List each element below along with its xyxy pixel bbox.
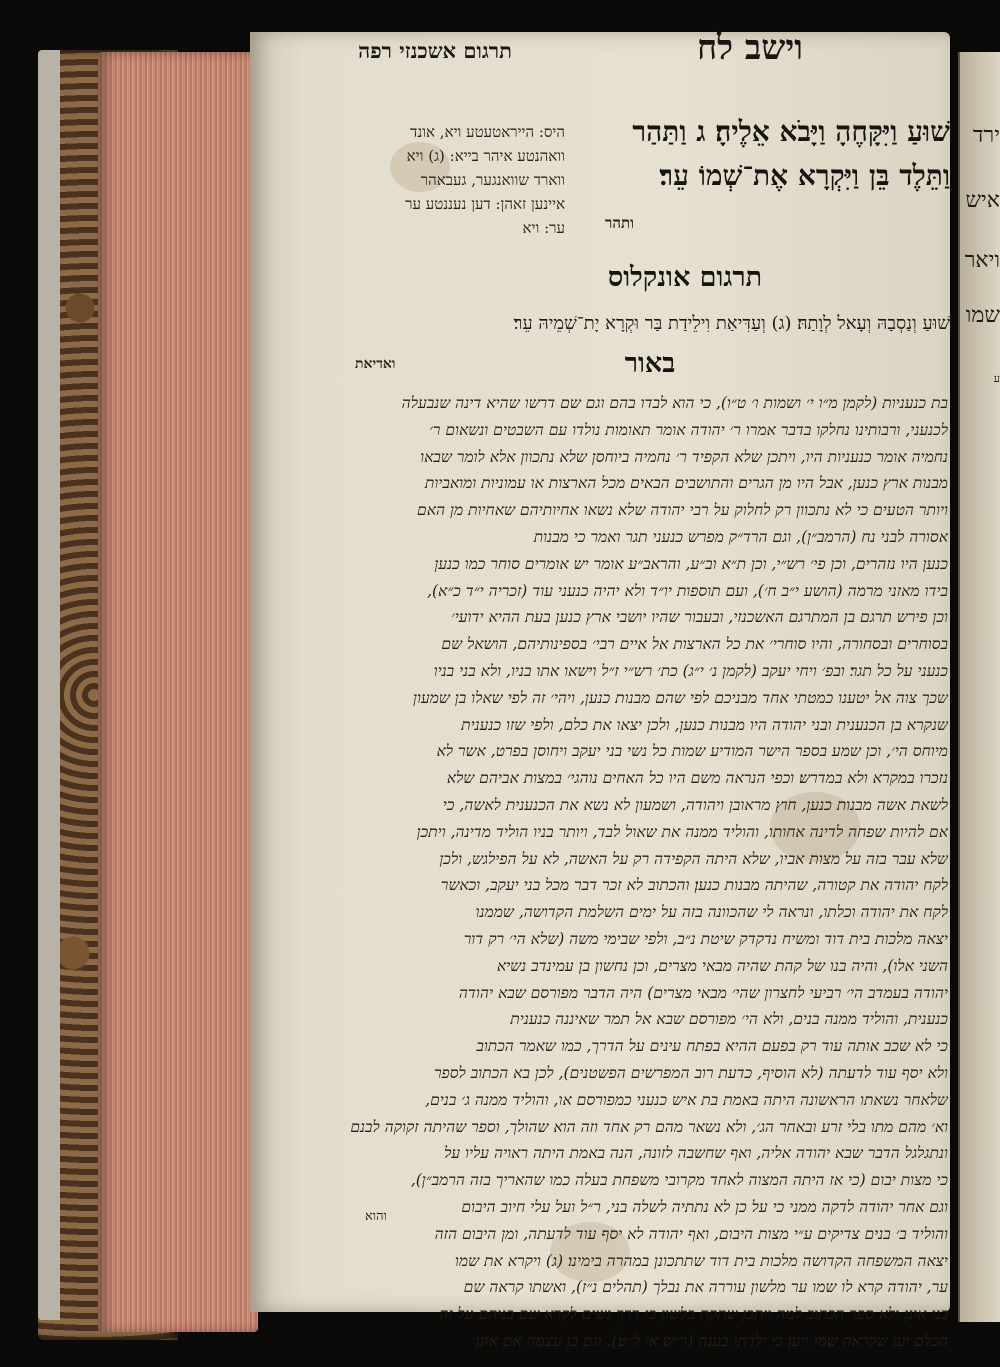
cover-edge [38,50,60,1320]
commentary-line: בת כנעניות (לקמן מ״ו י׳ ושמות ו׳ ט״ו), כי הוא לבדו בהם וגם שם דרשו שהיא דינה שנבעלה [401,394,948,412]
facing-text: ויאר [964,248,1000,273]
commentary-line: יצאה המשפחה הקדושה מלכות בית דוד שתתכונן במהרה בימינו׃ (ג) ויקרא את שמו [454,1251,948,1270]
verse-line: וַתֵּלֶד בֵּן וַיִּקְרָא אֶת־שְׁמוֹ עֵר׃ [659,159,950,192]
yiddish-line: היס: הייראטעטע ויא, אונד [410,123,565,141]
facing-text: ירד [972,123,1000,148]
facing-text: ע [993,372,1000,385]
commentary-line: בני אונן ולא ספר הכתוב למה ויתכן שתקח בלשון כי דרך נשים לקרא שם בניהם על זה [439,1305,948,1324]
commentary-line: לקח יהודה את קטורה, שהיתה מבנות כנען׃ והכתוב לא זכר דבר מכל בני יעקב, וכאשר [440,876,948,895]
commentary-line: יהודה בעמדב הי׳ רביעי לחצרון שהי׳ מבאי מצרים) היה הדבר מפורסם שבא יהודה [458,983,948,1002]
page-edges [98,52,258,1332]
commentary-line: מיוחס הי׳, וכן שמע בספר הישר המודיע שמות כל נשי בני יעקב ויחוסן בפרט, אשר לא [436,742,948,761]
yiddish-line: איינען זאהן: דען נעננטע ער [405,195,565,213]
commentary-line: לשאת אשה מבנות כנען, חוץ מראובן ויהודה, ושמעון לא נשא את הכנענית לאשה, כי [442,795,948,814]
yiddish-line: ווארד שוואנגער, געבאהר [420,171,565,189]
commentary-line: בסוחרים ובסחורה, והיו סוחרי׳ את כל הארצות אל איים רבי׳ בספינותיהם, הושאל שם [441,635,948,654]
commentary-line: כי מצות יבום (כי אז היתה המצוה לאחד מקרובי משפחת בעלה כמו שהאריך בזה הרמב״ן), [410,1171,948,1190]
commentary-line: נזכרו במקרא ולא במדרש׃ וכפי הנראה משם היו כל האחים נוהגי׳ במצות אביהם שלא [446,769,948,788]
facing-text: שמו [965,303,1000,328]
commentary-line: בידו מאזני מרמה (הושע י״ב ח׳), ועם תוספות יו״ד ולא יהיה כנעני עוד (זכריה י״ד כ״א), [427,581,948,600]
commentary-line: כנעני על כל תגר׃ ובפ׳ ויחי יעקב (לקמן נ׳ י״ג) כת׳ רש״י ז״ל וישאו אתו בניו, ולא בני בניו [433,661,948,680]
verse-catchword: ותהר [605,214,634,232]
commentary-line: שכך צוה אל יטענו כמטתי אחד מבניכם לפי שהם מבנות כנען, ויהי׳ זה לפי שאלו בן שמעון [413,688,948,707]
commentary-line: ונתגלגל הדבר שבא יהודה אליה, ואף שחשבה לזונה, הנה באמת היתה ראויה עליו על [444,1144,948,1163]
commentary-line: וא׳ מהם מתו בלי זרע ובאחר הג׳, ולא נשאר מהם רק אחד וזה הוא שהולך, וספר שהיתה זקוקה לבנם [350,1117,948,1136]
commentary-line: השני אלו), והיה בנו של קהת שהיה מבאי מצרים, וכן נחשון בן עמינדב נשיא [496,956,948,975]
yiddish-line: ער: ויא [522,219,565,237]
facing-page-edge [958,52,1000,1322]
commentary-line: כנענית, והוליד ממנה בנים, ולא הי׳ מפורסם שבא אל תמר שאיננה כנענית [510,1010,948,1029]
facing-text: איש [965,188,1000,213]
yiddish-translation [325,120,565,240]
commentary-line: מבנות ארץ כנען, אבל היו מן הגרים והתושבים הבאים מכל הארצות או עמוניות ומואביות [424,474,948,493]
commentary-line: ולא יסף עוד לדעתה (לא הוסיף, כדעת רוב המפרשים הפשטנים), לכן בא הכתוב לספר [433,1063,948,1082]
yiddish-line: וואהנטע איהר בייא: (ג) ויא [406,147,565,165]
commentary-line: נחמיה אומר כנעניות היו, ויתכן שלא הקפיד ר׳ נחמיה ביוחסן שלא נתכוון אלא לומר שבאו [420,447,948,466]
commentary-line: כנען היו נזהרים, וכן פי׳ רש״י, וכן ת״א וב״ע, והראב״ע אומר יש אומרים סוחר כמו כנען [434,554,948,573]
running-head-parasha: וישב לח [697,28,803,68]
commentary-line: יצאה מלכות בית דוד ומשיח נדקדק שיטת נ״ב, ולפי שבימי משה (שלא הי׳ רק דור [463,929,948,948]
commentary-line: אסורה לבני נח (הרמב״ן), וגם הרד״ק מפרש כנעני תגר ואמר כי מבנות [533,527,948,546]
onkelos-heading: תרגום אונקלוס [607,262,763,293]
verse-line: שׁוּעַ וַיִּקָּחֶהָ וַיָּבֹא אֵלֶיהָ׃ ג וַתַּהַר [632,115,950,148]
commentary-line: ויותר הטעים כי לא נתכוון רק לחלוק על רבי יהודה שלא נשאו אחיותיהם שאחיות מן האם [417,501,948,520]
commentary-line: שלא עבר בזה על מצות אביו, שלא היתה הקפידה רק על האשה, לא על הפילגש, ולכן [439,849,948,868]
biur-heading: באור [624,348,676,379]
commentary-line: אם להיות שפחה לדינה אחותו, והוליד ממנה את שאול לבד, ויותר בניו הוליד מדינה, ויתכן [416,822,948,841]
commentary-line: הכלם יען שקראה שמו ויען כי ילדתו בענה (ר״ש א׳ ל״ט), וגם בן עצמה אם אונן [475,1331,948,1350]
commentary-line: כי לא שכב אותה עוד רק בפעם ההיא בפתח עינים על הדרך, כמו שאמר הכתוב [476,1037,948,1056]
footer-catchword: והוא [365,1209,387,1224]
biur-commentary [298,390,948,1355]
biur-catchword: ואדיאת [355,356,396,372]
commentary-line: לכנעני, ורבותינו נחלקו בדבר אמרו ר׳ יהודה אומר תאומות נולדו עם השבטים ונשאום ר׳ [429,420,948,439]
commentary-line: וכן פירש תרגם בן המתרגם האשכנזי, ובעבור שהיו יושבי ארץ כנען בעת ההיא ידועי׳ [451,608,948,627]
running-head-translation: תרגום אשכנזי רפה [358,38,512,63]
commentary-line: ער, יהודה קרא לו שמו ער מלשון עוררה את נבלך (תהלים נ״ז), ואשתו קראה שם [463,1278,948,1297]
commentary-line: וגם אחר יהודה לדקה ממני כי על כן לא נתתיה לשלה בני, ר״ל ועל עלי חיוב היבום [461,1197,948,1216]
commentary-line: לקח את יהודה וכלתו, ונראה לי שהכוונה בזה על ימים השלמת הקדושה, שממנו [475,903,948,922]
commentary-line: שלאחר נשאתו הראשונה היתה באמת בת איש כנעני כמפורסם או, והוליד ממנה ג׳ בנים, [425,1090,948,1109]
commentary-line: והוליד ב׳ בנים צדיקים ע״י מצות היבום, ואף יהודה לא יסף עוד לדעתה, ומן היבום הזה [434,1224,948,1243]
torah-verse [572,110,950,198]
onkelos-text: שׁוּעַ וְנַסְבַהּ וְעָאל לְוָתַהּ׃ (ג) וְעַדִּיאַת וִילֵידַת בַּר וּקְרָא יָת־שְׁמֵיהּ עֵר׃ [513,313,950,334]
commentary-line: שנקרא בן הכנענית ובני יהודה היו מבנות כנען, ולכן יצאו את כלם, ולפי שזו כנענית [461,715,948,734]
